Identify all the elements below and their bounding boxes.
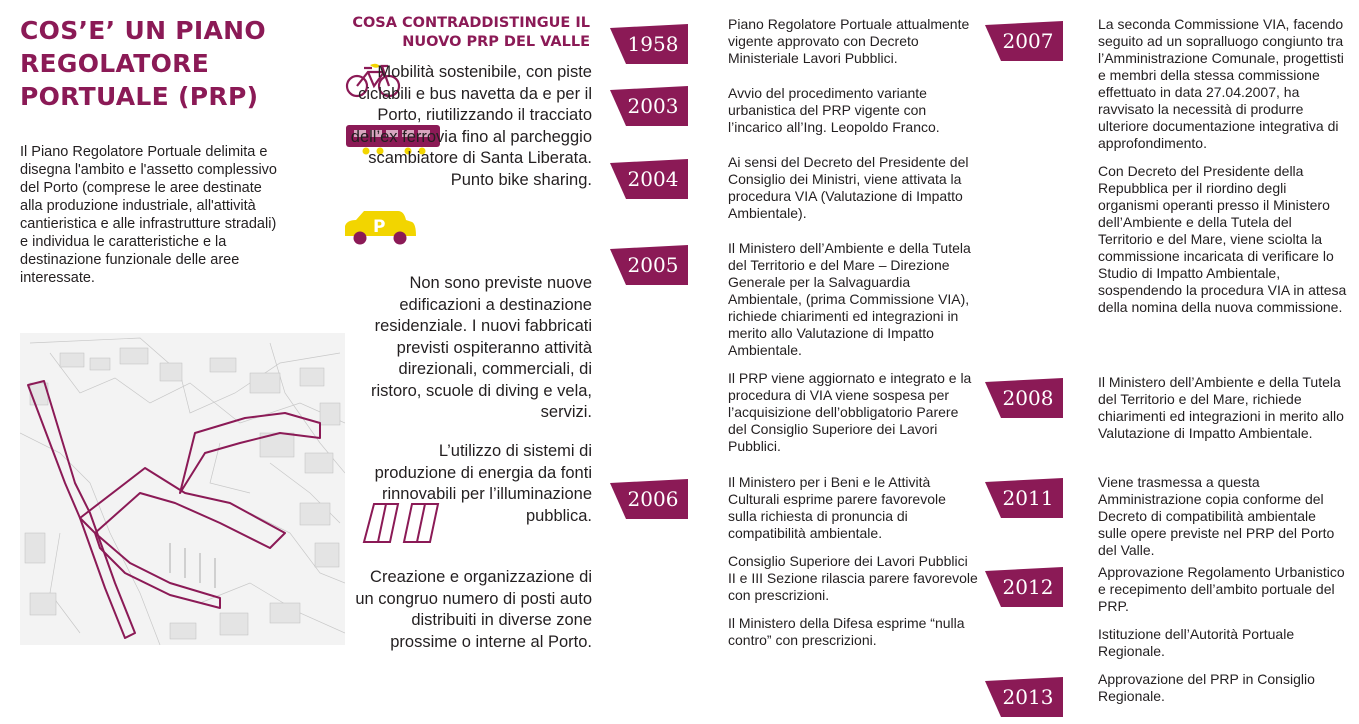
year-label: 1958 [627,32,679,56]
timeline-paragraph: Viene trasmessa a questa Amministrazione copia conforme del Decreto di compatibilità ambientale sulle opere previste nel PRP del Porto del Valle. [1098,474,1335,558]
year-tag [985,378,1063,418]
timeline-paragraph: Il PRP viene aggiornato e integrato e la procedura di VIA viene sospesa per l’acquisizione dell’obbligatorio Parere del Consiglio Superiore dei Lavori Pubblici. [728,370,972,454]
timeline-entry [728,474,978,660]
year-tag [610,479,688,519]
timeline-entry [728,154,978,233]
year-label: 2003 [627,94,679,118]
year-label: 2006 [627,487,679,511]
timeline-paragraph: Il Ministero per i Beni e le Attività Culturali esprime parere favorevole sulla richiesta di pronuncia di compatibilità ambientale. [728,474,946,541]
timeline-paragraph: Approvazione del PRP in Consiglio Regionale. [1098,671,1315,704]
year-tag [610,159,688,199]
year-tag [610,245,688,285]
timeline-entry [1098,474,1348,570]
timeline-paragraph: Avvio del procedimento variante urbanistica del PRP vigente con l’incarico all’Ing. Leopoldo Franco. [728,85,940,135]
year-label: 2012 [1002,575,1054,599]
svg-text:P: P [373,217,386,237]
timeline-entry [1098,564,1348,671]
timeline-entry [1098,671,1348,716]
timeline-paragraph: Con Decreto del Presidente della Repubblica per il riordino degli organismi operanti presso il Ministero dell’Ambiente e della Tutela del Territorio e del Mare, viene sciolta la commissione incaricata di verificare lo Studio di Impatto Ambientale, sospendendo la procedura VIA in attesa della nomina della nuova commissione. [1098,163,1347,315]
year-tag [985,21,1063,61]
timeline-paragraph: Il Ministero della Difesa esprime “nulla contro” con prescrizioni. [728,615,965,648]
year-label: 2007 [1002,29,1054,53]
year-tag [610,86,688,126]
year-label: 2013 [1002,685,1054,709]
port-map [20,333,345,645]
feature-buildings-text: Non sono previste nuove edificazioni a destinazione residenziale. I nuovi fabbricati previsti ospiteranno attività direzionali, commerciali, di ristoro, scuole di diving e vela, servizi. [370,274,592,421]
year-label: 2011 [1002,486,1054,510]
features-title: COSA CONTRADDISTINGUE IL NUOVO PRP DEL VALLE [352,15,590,50]
timeline-paragraph: Istituzione dell’Autorità Portuale Regionale. [1098,626,1295,659]
timeline-paragraph: Approvazione Regolamento Urbanistico e recepimento dell’ambito portuale del PRP. [1098,564,1345,614]
timeline-paragraph: Il Ministero dell’Ambiente e della Tutela del Territorio e del Mare – Direzione Generale per la Salvaguardia Ambientale, (prima Commissione VIA), richiede chiarimenti ed integrazioni in merito allo Valutazione di Impatto Ambientale. [728,240,971,358]
feature-mobility-text: Mobilità sostenibile, con piste ciclabili e bus navetta da e per il Porto, riutilizzando il tracciato dell’ex ferrovia fino al parcheggio scambiatore di Santa Liberata. Punto bike sharing. [350,63,592,189]
intro-paragraph: Il Piano Regolatore Portuale delimita e disegna l'ambito e l'assetto complessivo del Porto (comprese le aree destinate alla produzione industriale, all'attività cantieristica e alle infrastrutture stradali) e individua le caratteristiche e la destinazione funzionale delle aree interessate. [20,144,277,286]
year-tag [985,478,1063,518]
timeline-entry [728,240,978,466]
timeline-entry [1098,374,1348,453]
timeline-paragraph: Consiglio Superiore dei Lavori Pubblici II e III Sezione rilascia parere favorevole con prescrizioni. [728,553,978,603]
parking-car-icon [342,208,418,248]
timeline-entry [728,85,978,147]
feature-energy-text: L’utilizzo di sistemi di produzione di energia da fonti rinnovabili per l’illuminazione pubblica. [374,442,592,525]
feature-parking-text: Creazione e organizzazione di un congruo numero di posti auto distribuiti in diverse zone prossime o interne al Porto. [355,568,592,651]
year-tag [985,677,1063,717]
year-label: 2004 [627,167,679,191]
page-title: COS’E’ UN PIANO REGOLATORE PORTUALE (PRP) [20,16,266,111]
timeline-paragraph: Ai sensi del Decreto del Presidente del Consiglio dei Ministri, viene attivata la procedura VIA (Valutazione di Impatto Ambientale). [728,154,969,221]
timeline-paragraph: La seconda Commissione VIA, facendo seguito ad un sopralluogo congiunto tra l’Amministrazione Comunale, progettisti e membri della stessa commissione effettuato in data 27.04.2007, ha ravvisato la necessità di produrre ulteriore documentazione integrativa di approfondimento. [1098,16,1344,151]
timeline-entry [728,16,978,78]
year-tag [610,24,688,64]
year-tag [985,567,1063,607]
timeline-entry [1098,16,1348,327]
timeline-paragraph: Piano Regolatore Portuale attualmente vigente approvato con Decreto Ministeriale Lavori Pubblici. [728,16,970,66]
year-label: 2008 [1002,386,1054,410]
timeline-paragraph: Il Ministero dell’Ambiente e della Tutela del Territorio e del Mare, richiede chiarimenti ed integrazioni in merito allo Valutazione di Impatto Ambientale. [1098,374,1344,441]
year-label: 2005 [627,253,679,277]
